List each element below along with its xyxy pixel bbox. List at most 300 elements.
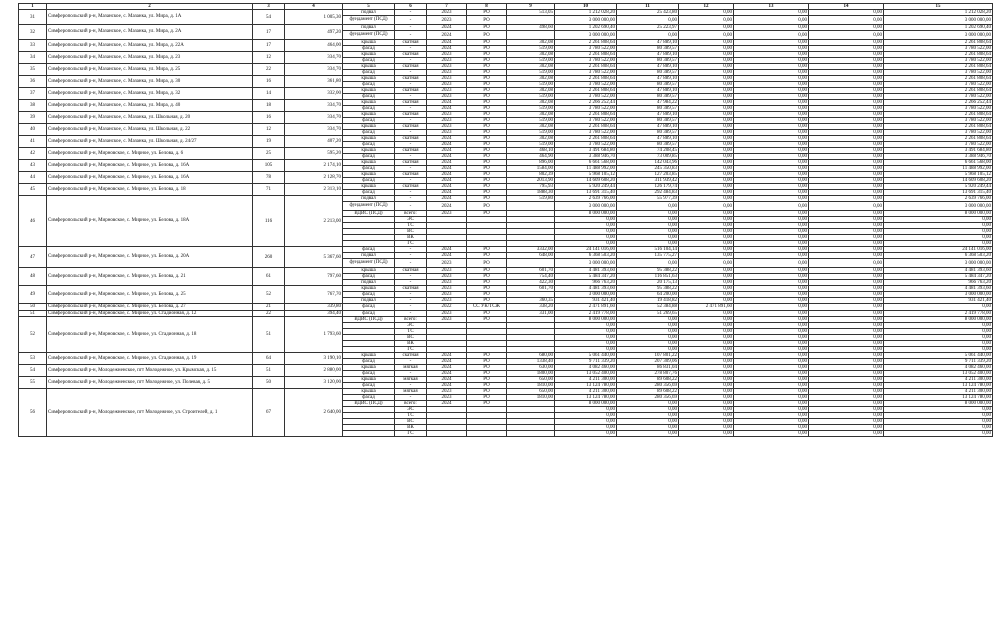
year-cell: 2024 [427,371,467,377]
source-cell [467,431,507,437]
estimate-cell: 0,00 [617,413,679,419]
volume-cell: 680,00 [507,353,555,359]
volume-cell: 519,00 [507,142,555,148]
fund-budget-cell: 0,00 [734,395,809,401]
row-number: 45 [19,184,47,196]
fund-budget-cell: 0,00 [734,211,809,217]
fund-owner-cell: 0,00 [679,317,734,323]
address-cell: Симферопольский р-н, Молодежненское, пгт Молодежное, ул. Крымская, д. 15 [47,365,253,377]
work-subtype-cell: ВС [395,419,427,425]
work-type-cell: крыша [343,76,395,82]
work-subtype-cell: скатная [395,100,427,106]
cost-cell: 3 491 684,80 [555,148,617,154]
fund-other-cell: 0,00 [809,323,884,329]
fund-regop-cell: 3 780 522,00 [884,94,993,100]
cost-cell: 3 780 522,00 [555,118,617,124]
year-cell: 2023 [427,280,467,286]
work-subtype-cell: ГС [395,347,427,353]
fund-budget-cell: 0,00 [734,407,809,413]
cost-cell: 14 609 608,20 [555,178,617,184]
estimate-cell: 0,00 [617,229,679,235]
year-cell: 2023 [427,286,467,292]
cost-cell: 3 000 000,00 [555,16,617,25]
year-cell: 2023 [427,274,467,280]
work-subtype-cell: - [395,395,427,401]
source-cell: РО [467,268,507,274]
fund-regop-cell: 0,00 [884,235,993,241]
work-type-cell: крыша [343,365,395,371]
source-cell: РО [467,298,507,304]
fund-owner-cell: 0,00 [679,112,734,118]
row-number: 47 [19,247,47,268]
source-cell: РО [467,16,507,25]
work-type-cell: подвал [343,298,395,304]
work-type-cell: фасад [343,166,395,172]
work-subtype-cell: - [395,371,427,377]
year-cell: 2023 [427,82,467,88]
residents-count: 18 [253,100,285,112]
fund-other-cell: 0,00 [809,383,884,389]
cost-cell: 2 261 808,64 [555,112,617,118]
estimate-cell: 47 889,10 [617,40,679,46]
column-number-12: 12 [679,4,734,10]
fund-budget-cell: 0,00 [734,280,809,286]
fund-other-cell: 0,00 [809,178,884,184]
work-type-cell: фасад [343,359,395,365]
source-cell: РО [467,46,507,52]
work-type-cell: ВДИС (ПСД) [343,211,395,217]
work-subtype-cell: всего: [395,211,427,217]
residents-count: 51 [253,317,285,353]
fund-other-cell: 0,00 [809,347,884,353]
estimate-cell: 278 807,76 [617,371,679,377]
fund-budget-cell: 0,00 [734,148,809,154]
volume-cell: 1810,00 [507,383,555,389]
cost-cell: 2 261 808,64 [555,40,617,46]
total-area: 339,80 [285,304,343,311]
fund-other-cell: 0,00 [809,25,884,31]
fund-other-cell: 0,00 [809,235,884,241]
cost-cell: 8 000 000,00 [555,211,617,217]
fund-owner-cell: 0,00 [679,241,734,247]
cost-cell: 4 211 300,00 [555,377,617,383]
fund-regop-cell: 2 261 808,64 [884,88,993,94]
residents-count: 50 [253,377,285,389]
cost-cell: 3 780 522,00 [555,94,617,100]
fund-owner-cell: 0,00 [679,94,734,100]
work-type-cell: фасад [343,304,395,311]
fund-regop-cell: 2 261 808,64 [884,124,993,130]
volume-cell: 519,00 [507,106,555,112]
source-cell: РО [467,359,507,365]
estimate-cell: 47 889,10 [617,112,679,118]
year-cell: 2023 [427,124,467,130]
cost-cell: 5 061 440,00 [555,353,617,359]
cost-cell: 4 481 393,60 [555,268,617,274]
fund-other-cell: 0,00 [809,46,884,52]
cost-cell: 6 368 503,20 [555,253,617,259]
fund-regop-cell: 0,00 [884,419,993,425]
work-subtype-cell: - [395,292,427,298]
fund-budget-cell: 0,00 [734,142,809,148]
work-subtype-cell: всего: [395,317,427,323]
estimate-cell: 0,00 [617,335,679,341]
fund-owner-cell: 0,00 [679,298,734,304]
cost-cell: 3 000 000,00 [555,202,617,211]
row-number: 49 [19,286,47,304]
source-cell: РО [467,82,507,88]
residents-count: 54 [253,10,285,25]
fund-owner-cell: 0,00 [679,52,734,58]
estimate-cell: 74 208,45 [617,148,679,154]
fund-budget-cell: 0,00 [734,377,809,383]
work-subtype-cell: - [395,31,427,40]
work-type-cell: фасад [343,274,395,280]
work-type-cell: крыша [343,353,395,359]
cost-cell: 3 780 522,00 [555,106,617,112]
fund-other-cell: 0,00 [809,142,884,148]
fund-regop-cell: 0,00 [884,223,993,229]
address-cell: Симферопольский р-н, Мирновское, с. Мирное, ул. Белова, д. 27 [47,304,253,311]
year-cell: 2023 [427,58,467,64]
fund-other-cell: 0,00 [809,317,884,323]
year-cell: 2024 [427,136,467,142]
residents-count: 51 [253,365,285,377]
fund-other-cell: 0,00 [809,353,884,359]
fund-regop-cell: 3 388 946,70 [884,154,993,160]
row-number: 36 [19,76,47,88]
cost-cell: 0,00 [555,241,617,247]
fund-regop-cell: 0,00 [884,341,993,347]
work-type-cell: фасад [343,395,395,401]
fund-budget-cell: 0,00 [734,112,809,118]
total-area: 334,70 [285,100,343,112]
row-number: 50 [19,304,47,311]
work-type-cell: крыша [343,148,395,154]
volume-cell [507,16,555,25]
fund-budget-cell: 0,00 [734,16,809,25]
address-cell: Симферопольский р-н, Мирновское, с. Мирное, ул. Белова, д. 20А [47,247,253,268]
fund-regop-cell: 3 780 522,00 [884,142,993,148]
fund-budget-cell: 0,00 [734,317,809,323]
work-subtype-cell: - [395,46,427,52]
estimate-cell: 80 389,57 [617,94,679,100]
year-cell: 2023 [427,259,467,268]
work-subtype-cell: ВК [395,341,427,347]
fund-budget-cell: 0,00 [734,310,809,317]
address-cell: Симферопольский р-н, Мирновское, с. Мирное, ул. Белова, д. 25 [47,286,253,304]
fund-regop-cell: 3 000 000,00 [884,292,993,298]
residents-count: 116 [253,196,285,247]
fund-owner-cell: 0,00 [679,341,734,347]
year-cell: 2024 [427,31,467,40]
fund-other-cell: 0,00 [809,40,884,46]
source-cell: РО [467,184,507,190]
fund-other-cell: 0,00 [809,106,884,112]
work-subtype-cell: ВК [395,235,427,241]
work-type-cell: фасад [343,82,395,88]
work-subtype-cell: ТС [395,223,427,229]
fund-regop-cell: 1 212 028,20 [884,10,993,16]
year-cell: 2023 [427,16,467,25]
fund-budget-cell: 0,00 [734,419,809,425]
volume-cell: 601,70 [507,286,555,292]
fund-owner-cell: 0,00 [679,274,734,280]
year-cell: 2024 [427,106,467,112]
fund-other-cell: 0,00 [809,130,884,136]
column-number-3: 3 [253,4,285,10]
cost-cell: 966 763,20 [555,280,617,286]
total-area: 2 174,10 [285,160,343,172]
row-number: 53 [19,353,47,365]
address-cell: Симферопольский р-н, Мазанское, с. Мазанка, ул. Мира, д. 25 [47,64,253,76]
work-type-cell: крыша [343,112,395,118]
fund-regop-cell: 0,00 [884,241,993,247]
fund-other-cell: 0,00 [809,16,884,25]
work-subtype-cell: скатная [395,353,427,359]
row-number: 35 [19,64,47,76]
fund-regop-cell: 5 061 440,00 [884,353,993,359]
fund-regop-cell: 2 419 778,00 [884,310,993,317]
fund-other-cell: 0,00 [809,31,884,40]
work-subtype-cell: мягкая [395,377,427,383]
cost-cell: 3 780 522,00 [555,70,617,76]
fund-budget-cell: 0,00 [734,130,809,136]
volume-cell: 302,08 [507,112,555,118]
volume-cell: 302,08 [507,52,555,58]
residents-count: 17 [253,40,285,52]
fund-budget-cell: 0,00 [734,335,809,341]
source-cell: РО [467,118,507,124]
cost-cell: 3 388 946,70 [555,154,617,160]
estimate-cell: 89 608,22 [617,377,679,383]
fund-budget-cell: 0,00 [734,64,809,70]
estimate-cell: 64 200,00 [617,292,679,298]
work-subtype-cell: - [395,178,427,184]
fund-owner-cell: 0,00 [679,82,734,88]
source-cell: РО [467,52,507,58]
fund-budget-cell: 0,00 [734,274,809,280]
cost-cell: 0,00 [555,407,617,413]
source-cell: РО [467,124,507,130]
fund-budget-cell: 0,00 [734,40,809,46]
fund-owner-cell: 0,00 [679,46,734,52]
work-type-cell: фасад [343,190,395,196]
source-cell: РО [467,401,507,407]
source-cell: РО [467,292,507,298]
address-cell: Симферопольский р-н, Мирновское, с. Мирное, ул. Белова, д. 21 [47,268,253,286]
estimate-cell: 52 384,88 [617,304,679,311]
estimate-cell: 47 889,10 [617,136,679,142]
fund-budget-cell: 0,00 [734,431,809,437]
work-type-cell [343,431,395,437]
source-cell: РО [467,286,507,292]
fund-owner-cell: 0,00 [679,395,734,401]
fund-budget-cell: 0,00 [734,268,809,274]
cost-cell: 931 421,40 [555,298,617,304]
fund-owner-cell: 0,00 [679,70,734,76]
fund-budget-cell: 0,00 [734,413,809,419]
source-cell: РО [467,389,507,395]
fund-budget-cell: 0,00 [734,100,809,106]
source-cell: РО [467,371,507,377]
fund-regop-cell: 13 124 780,00 [884,383,993,389]
source-cell: РО [467,247,507,253]
year-cell: 2022 [427,304,467,311]
cost-cell: 0,00 [555,335,617,341]
fund-owner-cell: 0,00 [679,280,734,286]
residents-count: 61 [253,268,285,286]
source-cell: РО [467,383,507,389]
year-cell: 2023 [427,211,467,217]
estimate-cell: 55 977,39 [617,196,679,202]
estimate-cell: 280 356,69 [617,395,679,401]
work-type-cell: крыша [343,136,395,142]
work-subtype-cell: - [395,106,427,112]
estimate-cell: 20 175,13 [617,280,679,286]
cost-cell: 2 261 808,64 [555,136,617,142]
address-cell: Симферопольский р-н, Мирновское, с. Мирное, ул. Белова, д. 18А [47,196,253,247]
fund-owner-cell: 0,00 [679,253,734,259]
work-subtype-cell: ЭС [395,217,427,223]
cost-cell: 13 691 315,40 [555,190,617,196]
year-cell: 2023 [427,317,467,323]
work-type-cell: ВДИС (ПСД) [343,401,395,407]
source-cell: РО [467,395,507,401]
address-cell: Симферопольский р-н, Мирновское, с. Мирное, ул. Стадионная, д. 12 [47,310,253,317]
row-number: 40 [19,124,47,136]
fund-regop-cell: 0,00 [884,335,993,341]
year-cell: 2023 [427,310,467,317]
fund-regop-cell: 8 000 000,00 [884,401,993,407]
work-subtype-cell: - [395,142,427,148]
work-type-cell: фасад [343,383,395,389]
source-cell: РО [467,58,507,64]
year-cell: 2023 [427,64,467,70]
row-number: 43 [19,160,47,172]
fund-owner-cell: 0,00 [679,371,734,377]
fund-regop-cell: 3 780 522,00 [884,82,993,88]
year-cell: 2024 [427,166,467,172]
year-cell: 2023 [427,76,467,82]
work-type-cell: крыша [343,40,395,46]
work-subtype-cell: ТС [395,413,427,419]
year-cell: 2024 [427,196,467,202]
work-subtype-cell: - [395,310,427,317]
row-number: 34 [19,52,47,64]
address-cell: Симферопольский р-н, Мирновское, с. Мирное, ул. Белова, д. 16А [47,172,253,184]
work-type-cell: крыша [343,286,395,292]
total-area: 1 005,30 [285,10,343,25]
total-area: 407,20 [285,136,343,148]
fund-other-cell: 0,00 [809,259,884,268]
work-subtype-cell: скатная [395,124,427,130]
work-subtype-cell: скатная [395,148,427,154]
work-type-cell: фасад [343,310,395,317]
source-cell: РО [467,353,507,359]
volume-cell: 360,35 [507,298,555,304]
volume-cell: 302,08 [507,100,555,106]
work-subtype-cell: скатная [395,40,427,46]
work-type-cell: фундамент (ПСД) [343,202,395,211]
fund-regop-cell: 6 368 503,20 [884,253,993,259]
volume-cell: 630,00 [507,365,555,371]
row-number: 46 [19,196,47,247]
work-type-cell: фасад [343,178,395,184]
cost-cell: 24 141 016,00 [555,247,617,253]
cost-cell: 4 082 460,00 [555,365,617,371]
fund-owner-cell: 0,00 [679,229,734,235]
fund-budget-cell: 0,00 [734,154,809,160]
work-type-cell: подвал [343,10,395,16]
fund-budget-cell: 0,00 [734,304,809,311]
residents-count: 260 [253,247,285,268]
cost-cell: 5 968 105,12 [555,172,617,178]
fund-other-cell: 0,00 [809,286,884,292]
source-cell: РО [467,310,507,317]
fund-other-cell: 0,00 [809,112,884,118]
volume-cell: 422,30 [507,280,555,286]
fund-budget-cell: 0,00 [734,46,809,52]
residents-count: 21 [253,304,285,311]
work-subtype-cell: скатная [395,160,427,166]
year-cell: 2023 [427,112,467,118]
volume-cell: 519,00 [507,46,555,52]
fund-budget-cell: 0,00 [734,223,809,229]
total-area: 1 793,60 [285,317,343,353]
table-row [19,304,993,311]
work-subtype-cell: - [395,25,427,31]
fund-budget-cell: 0,00 [734,178,809,184]
work-subtype-cell: ТС [395,329,427,335]
work-subtype-cell: - [395,280,427,286]
residents-count: 105 [253,160,285,172]
work-subtype-cell: - [395,130,427,136]
address-cell: Симферопольский р-н, Мазанское, с. Мазанка, ул. Школьная, д. 20 [47,112,253,124]
fund-other-cell: 0,00 [809,190,884,196]
estimate-cell: 292 484,83 [617,190,679,196]
work-subtype-cell: - [395,304,427,311]
work-type-cell: подвал [343,253,395,259]
fund-regop-cell: 0,00 [884,347,993,353]
source-cell: РО [467,274,507,280]
fund-other-cell: 0,00 [809,76,884,82]
fund-owner-cell: 0,00 [679,172,734,178]
work-type-cell: подвал [343,25,395,31]
fund-other-cell: 0,00 [809,64,884,70]
total-area: 3 190,10 [285,353,343,365]
estimate-cell: 80 389,57 [617,58,679,64]
volume-cell: 302,08 [507,88,555,94]
work-subtype-cell: - [395,154,427,160]
residents-count: 25 [253,148,285,160]
fund-owner-cell: 0,00 [679,335,734,341]
year-cell: 2024 [427,353,467,359]
fund-budget-cell: 0,00 [734,383,809,389]
work-type-cell: фундамент (ПСД) [343,259,395,268]
work-subtype-cell: скатная [395,172,427,178]
fund-other-cell: 0,00 [809,341,884,347]
work-type-cell: фундамент (ПСД) [343,31,395,40]
column-number-4: 4 [285,4,343,10]
year-cell: 2023 [427,292,467,298]
total-area: 332,00 [285,88,343,100]
fund-regop-cell: 13 691 315,40 [884,190,993,196]
volume-cell: 519,00 [507,118,555,124]
estimate-cell: 0,00 [617,31,679,40]
year-cell: 2024 [427,383,467,389]
fund-other-cell: 0,00 [809,419,884,425]
